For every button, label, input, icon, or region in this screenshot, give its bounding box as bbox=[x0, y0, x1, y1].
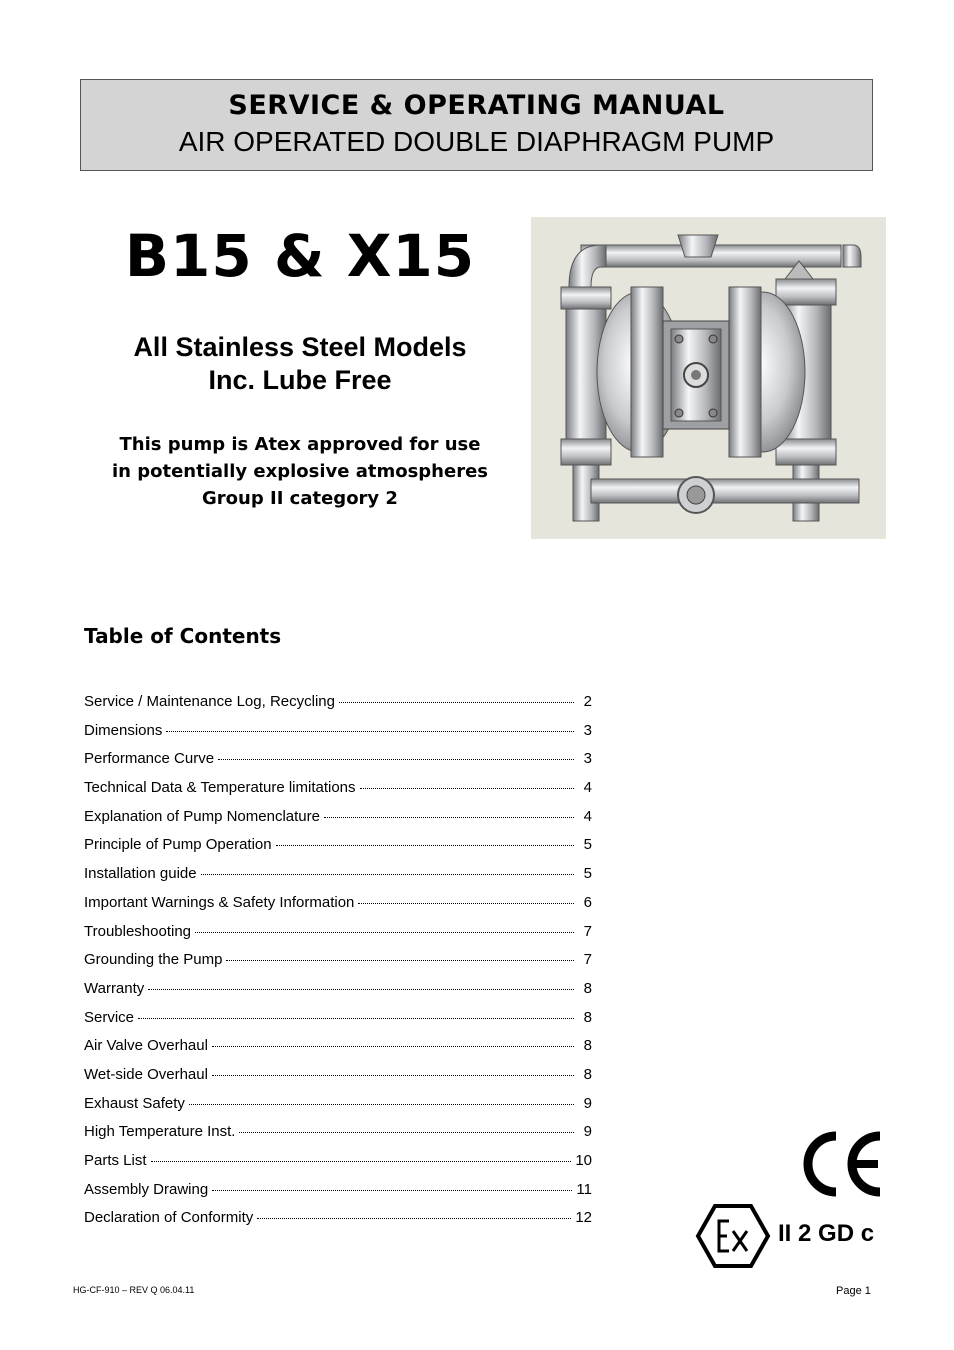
toc-leader-dots bbox=[324, 817, 574, 818]
toc-leader-dots bbox=[239, 1132, 574, 1133]
model-title: B15 & X15 bbox=[124, 222, 476, 290]
header-box bbox=[80, 79, 873, 171]
document-subtitle: AIR OPERATED DOUBLE DIAPHRAGM PUMP bbox=[178, 126, 775, 157]
toc-leader-dots bbox=[189, 1104, 574, 1105]
toc-item-label: Service / Maintenance Log, Recycling bbox=[84, 693, 335, 710]
toc-item-label: Important Warnings & Safety Information bbox=[84, 893, 355, 911]
toc-row[interactable] bbox=[84, 1095, 592, 1124]
toc-row[interactable] bbox=[84, 693, 592, 722]
table-of-contents bbox=[84, 693, 592, 1238]
toc-item-label: Principle of Pump Operation bbox=[84, 836, 272, 854]
toc-leader-dots bbox=[276, 845, 574, 846]
toc-item-label: Technical Data & Temperature limitations bbox=[84, 779, 356, 797]
toc-item-page: 7 bbox=[583, 922, 592, 940]
toc-row[interactable] bbox=[84, 951, 592, 980]
toc-heading: Table of Contents bbox=[84, 624, 282, 648]
toc-item-label: Air Valve Overhaul bbox=[84, 1037, 208, 1055]
toc-item-label: Service bbox=[84, 1008, 135, 1026]
toc-item-page: 5 bbox=[583, 836, 592, 854]
toc-item-page: 10 bbox=[575, 1152, 592, 1169]
toc-leader-dots bbox=[226, 960, 574, 961]
toc-item-page: 8 bbox=[583, 1037, 592, 1055]
toc-row[interactable] bbox=[84, 750, 592, 779]
toc-row[interactable] bbox=[84, 808, 592, 837]
page-number: Page 1 bbox=[836, 1285, 871, 1297]
toc-leader-dots bbox=[212, 1075, 574, 1076]
toc-item-label: Troubleshooting bbox=[84, 922, 192, 940]
toc-leader-dots bbox=[257, 1218, 571, 1219]
toc-row[interactable] bbox=[84, 894, 592, 923]
toc-leader-dots bbox=[339, 702, 574, 703]
toc-item-page: 3 bbox=[583, 721, 592, 739]
toc-item-page: 8 bbox=[583, 1065, 592, 1083]
toc-row[interactable] bbox=[84, 865, 592, 894]
toc-leader-dots bbox=[138, 1018, 574, 1019]
toc-item-page: 12 bbox=[575, 1209, 592, 1227]
toc-item-page: 7 bbox=[583, 951, 592, 969]
toc-row[interactable] bbox=[84, 836, 592, 865]
toc-leader-dots bbox=[201, 874, 574, 875]
toc-row[interactable] bbox=[84, 923, 592, 952]
toc-item-page: 4 bbox=[583, 807, 592, 825]
toc-item-page: 2 bbox=[583, 693, 592, 710]
toc-item-page: 9 bbox=[583, 1094, 592, 1112]
atex-note-line-3: Group II category 2 bbox=[202, 488, 398, 509]
toc-leader-dots bbox=[218, 759, 574, 760]
toc-item-label: Assembly Drawing bbox=[84, 1180, 209, 1198]
toc-item-label: Wet-side Overhaul bbox=[84, 1065, 208, 1083]
toc-leader-dots bbox=[166, 731, 574, 732]
toc-row[interactable] bbox=[84, 779, 592, 808]
toc-leader-dots bbox=[360, 788, 574, 789]
toc-row[interactable] bbox=[84, 1123, 592, 1152]
atex-note-line-2: in potentially explosive atmospheres bbox=[111, 461, 488, 482]
toc-item-page: 3 bbox=[583, 750, 592, 768]
toc-item-page: 6 bbox=[583, 893, 592, 911]
toc-leader-dots bbox=[212, 1190, 572, 1191]
models-desc-line-1: All Stainless Steel Models bbox=[133, 332, 467, 362]
ex-hexagon-icon bbox=[695, 1203, 771, 1269]
toc-row[interactable] bbox=[84, 722, 592, 751]
toc-row[interactable] bbox=[84, 1152, 592, 1181]
toc-item-page: 8 bbox=[583, 979, 592, 997]
models-desc-line-2: Inc. Lube Free bbox=[208, 365, 392, 395]
toc-item-label: Explanation of Pump Nomenclature bbox=[84, 807, 320, 825]
toc-row[interactable] bbox=[84, 1209, 592, 1238]
toc-item-label: Dimensions bbox=[84, 721, 163, 739]
toc-item-page: 5 bbox=[583, 865, 592, 883]
toc-row[interactable] bbox=[84, 1181, 592, 1210]
toc-item-label: Performance Curve bbox=[84, 750, 215, 768]
toc-item-page: 11 bbox=[576, 1180, 592, 1198]
toc-leader-dots bbox=[151, 1161, 572, 1162]
toc-item-label: Parts List bbox=[84, 1152, 147, 1169]
toc-item-label: Exhaust Safety bbox=[84, 1094, 185, 1112]
atex-note-line-1: This pump is Atex approved for use bbox=[119, 434, 481, 455]
toc-leader-dots bbox=[358, 903, 574, 904]
toc-item-label: High Temperature Inst. bbox=[84, 1123, 236, 1141]
pump-photo bbox=[531, 217, 886, 539]
document-title: SERVICE & OPERATING MANUAL bbox=[228, 90, 725, 121]
toc-item-label: Warranty bbox=[84, 979, 145, 997]
toc-item-label: Grounding the Pump bbox=[84, 951, 223, 969]
toc-row[interactable] bbox=[84, 1066, 592, 1095]
toc-leader-dots bbox=[148, 989, 574, 990]
ex-classification: II 2 GD c bbox=[778, 1220, 875, 1247]
toc-item-page: 9 bbox=[583, 1123, 592, 1141]
document-reference: HG-CF-910 – REV Q 06.04.11 bbox=[73, 1285, 195, 1295]
toc-item-label: Declaration of Conformity bbox=[84, 1209, 254, 1227]
toc-item-label: Installation guide bbox=[84, 865, 197, 883]
toc-row[interactable] bbox=[84, 1009, 592, 1038]
toc-item-page: 8 bbox=[583, 1008, 592, 1026]
toc-row[interactable] bbox=[84, 1037, 592, 1066]
toc-leader-dots bbox=[212, 1046, 574, 1047]
ce-mark-icon bbox=[800, 1130, 885, 1198]
toc-row[interactable] bbox=[84, 980, 592, 1009]
toc-item-page: 4 bbox=[583, 779, 592, 797]
toc-leader-dots bbox=[195, 932, 574, 933]
